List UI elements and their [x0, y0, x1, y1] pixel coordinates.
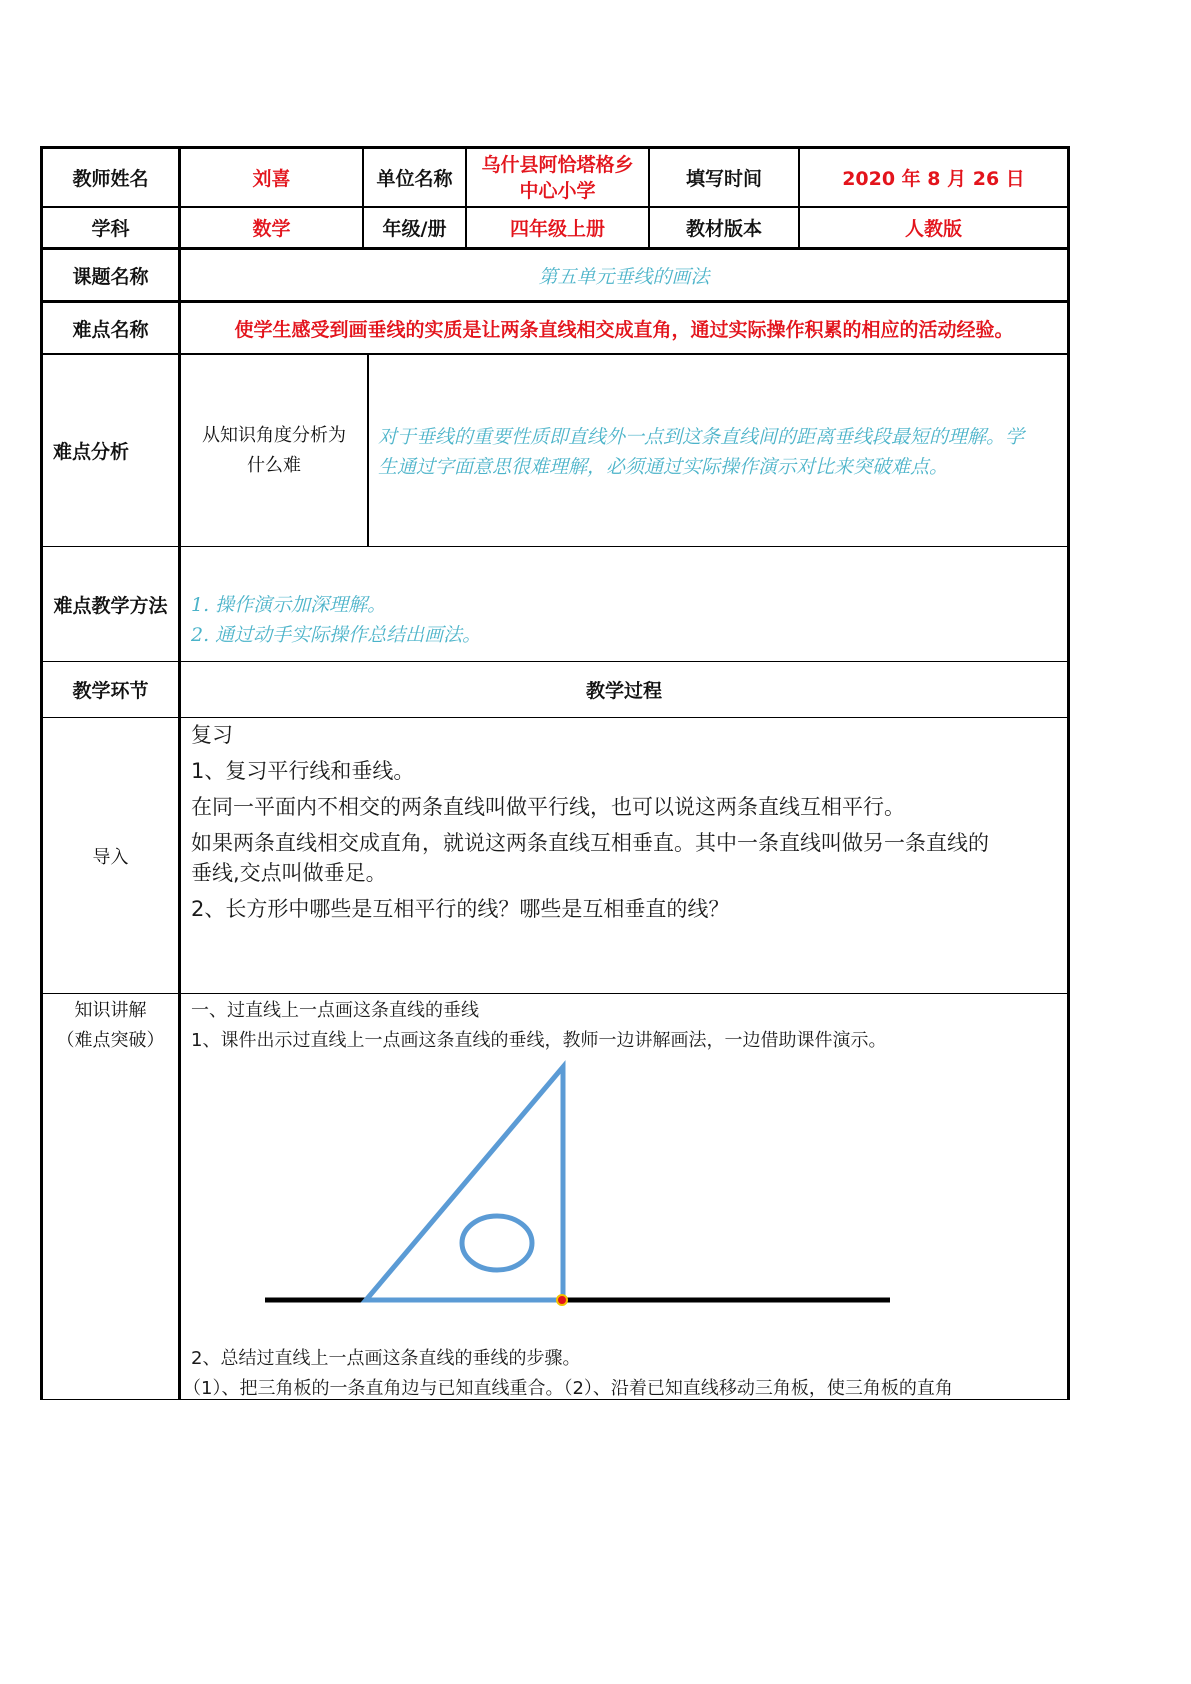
unit-name-line2: 中心小学: [519, 179, 596, 202]
fill-time-value: 2020 年 8 月 26 日: [842, 168, 1025, 190]
method-label: 难点教学方法: [53, 594, 168, 617]
method-item-2: 2. 通过动手实际操作总结出画法。: [191, 624, 482, 646]
grade-label: 年级/册: [382, 218, 447, 240]
intro-line-6: 2、长方形中哪些是互相平行的线？哪些是互相垂直的线？: [191, 897, 730, 921]
knowledge-steps: [183, 1344, 1061, 1404]
triangle-ruler-hole: [462, 1216, 532, 1270]
fill-time-label: 填写时间: [685, 168, 762, 190]
stage-header-label: 教学环节: [72, 680, 149, 702]
knowledge-line-1: 一、过直线上一点画这条直线的垂线: [191, 1000, 479, 1021]
grade-value: 四年级上册: [509, 218, 605, 240]
intro-line-4: 如果两条直线相交成直角，就说这两条直线互相垂直。其中一条直线叫做另一条直线的: [191, 831, 989, 855]
intro-label: 导入: [92, 846, 129, 868]
intro-line-3: 在同一平面内不相交的两条直线叫做平行线，也可以说这两条直线互相平行。: [191, 795, 905, 819]
topic-label: 课题名称: [72, 265, 149, 288]
unit-name-label: 单位名称: [376, 168, 453, 190]
triangle-ruler: [366, 1067, 563, 1300]
subject-label: 学科: [91, 218, 130, 240]
edition-value: 人教版: [904, 218, 962, 240]
intro-line-2: 1、复习平行线和垂线。: [191, 759, 415, 783]
analysis-label: 难点分析: [53, 441, 130, 463]
analysis-sub-label-line2: 什么难: [247, 454, 301, 476]
intro-line-5: 垂线,交点叫做垂足。: [191, 861, 387, 885]
intro-line-1: 复习: [191, 723, 233, 747]
analysis-value-line1: 对于垂线的重要性质即直线外一点到这条直线间的距离垂线段最短的理解。学: [378, 426, 1025, 448]
knowledge-label-line1: 知识讲解: [74, 1000, 147, 1021]
analysis-value-line2: 生通过字面意思很难理解，必须通过实际操作演示对比来突破难点。: [378, 456, 949, 478]
knowledge-line-2: 1、课件出示过直线上一点画这条直线的垂线，教师一边讲解画法，一边借助课件演示。: [191, 1030, 887, 1051]
difficulty-value: 使学生感受到画垂线的实质是让两条直线相交成直角，通过实际操作积累的相应的活动经验。: [234, 318, 1014, 341]
difficulty-label: 难点名称: [72, 318, 149, 341]
method-item-1: 1. 操作演示加深理解。: [191, 594, 387, 616]
edition-label: 教材版本: [685, 218, 762, 240]
knowledge-step-line-2: （1）、把三角板的一条直角边与已知直线重合。（2）、沿着已知直线移动三角板，使三角板的直角: [183, 1378, 953, 1399]
analysis-sub-label-line1: 从知识角度分析为: [202, 424, 346, 446]
foot-point: [557, 1295, 567, 1305]
teacher-name-value: 刘喜: [252, 168, 291, 190]
process-header-label: 教学过程: [585, 680, 662, 702]
knowledge-step-line-1: 2、总结过直线上一点画这条直线的垂线的步骤。: [191, 1348, 581, 1369]
subject-value: 数学: [252, 218, 291, 240]
knowledge-label-line2: （难点突破）: [56, 1030, 165, 1051]
teacher-name-label: 教师姓名: [72, 168, 149, 190]
unit-name-line1: 乌什县阿恰塔格乡: [481, 153, 634, 176]
topic-value: 第五单元垂线的画法: [538, 265, 710, 288]
